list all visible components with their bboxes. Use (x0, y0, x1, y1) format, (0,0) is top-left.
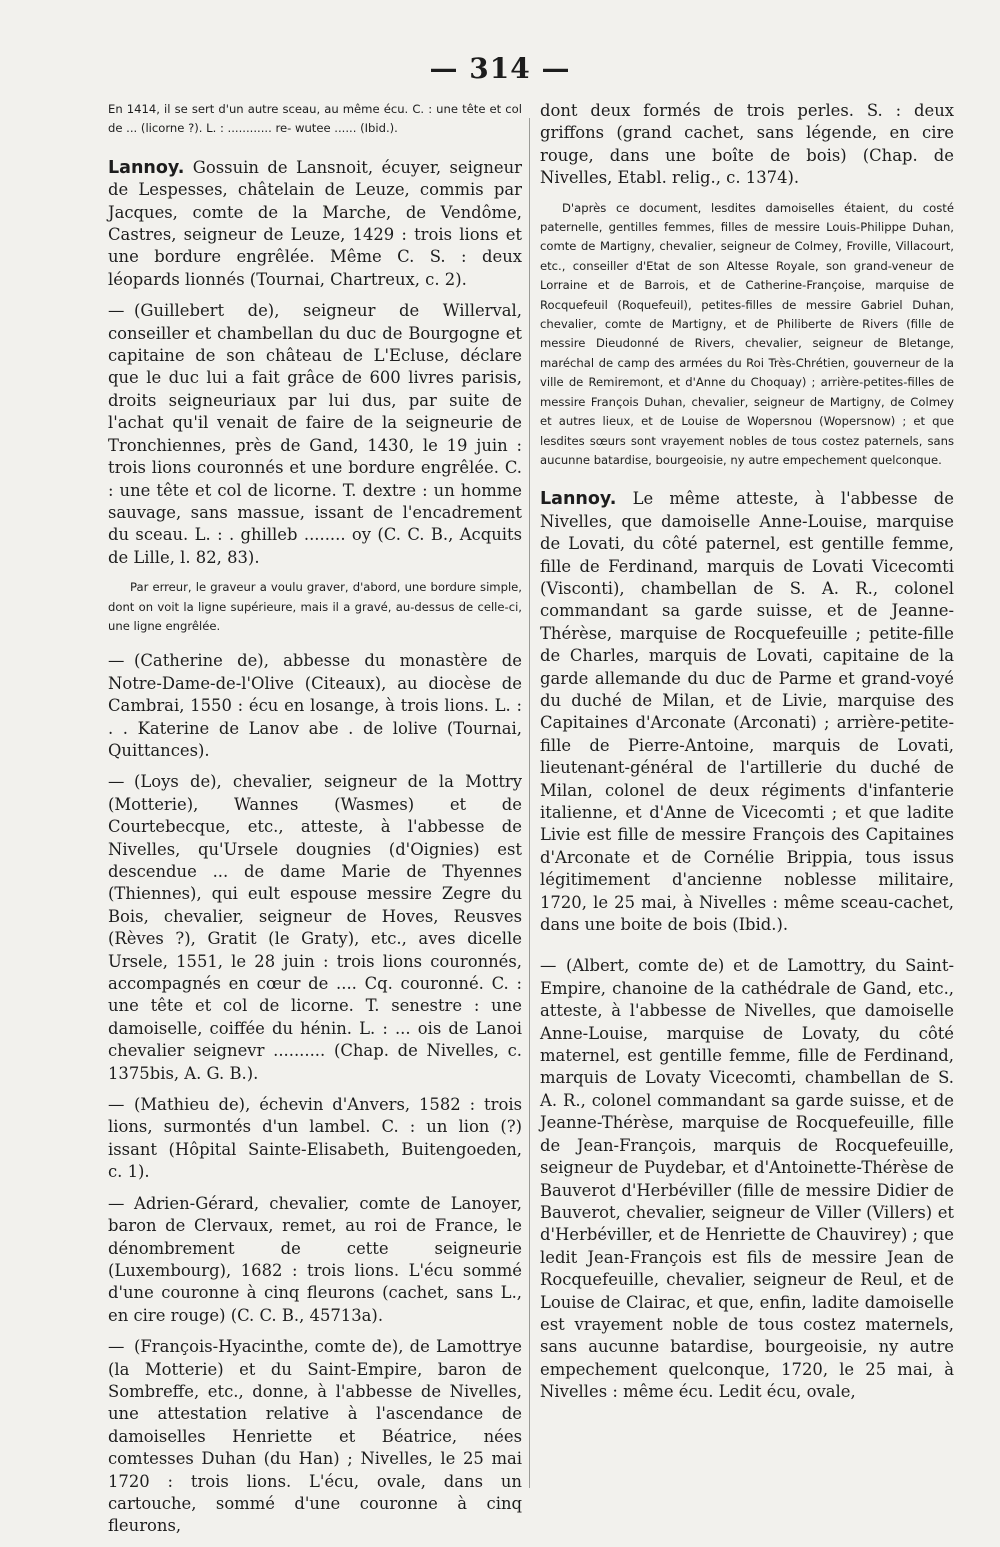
entry-body: (Catherine de), abbesse du monastère de Notre-Dame-de-l'Olive (Citeaux), au diocèse de Cambrai, 1550 : écu en losange, à trois lions. L. : . . Katerine de Lanov abe . de lolive (Tournai, Quittances). (108, 651, 522, 760)
note-continued: En 1414, il se sert d'un autre sceau, au même écu. C. : une tête et col de ... (licorne ?). L. : ............ re- wutee ...... (Ibid.). (108, 102, 522, 136)
entry-body: (Loys de), chevalier, seigneur de la Mottry (Motterie), Wannes (Wasmes) et de Courtebecque, etc., atteste, à l'abbesse de Nivelles, qu'Ursele dougnies (d'Oignies) est descendue ... de dame Marie de Thyennes (Thiennes), qui eult espouse messire Zegre du Bois, chevalier, seigneur de Hoves, Reusves (Rèves ?), Gratit (le Graty), etc., aves dicelle Ursele, 1551, le 28 juin : trois lions couronnés, accompagnés en cœur de .... Cq. couronné. C. : une tête et col de licorne. T. senestre : une damoiselle, coiffée du hénin. L. : ... ois de Lanoi chevalier seignevr .......... (Chap. de Nivelles, c. 1375bis, A. G. B.). (108, 772, 522, 1083)
entry-continued: dont deux formés de trois perles. S. : deux griffons (grand cachet, sans légende, en cire rouge, dans une boîte de bois) (Chap. de Nivelles, Etabl. relig., c. 1374). (540, 101, 954, 188)
entry-guillebert (108, 300, 522, 569)
dash-mark: — (108, 1337, 125, 1357)
column-divider (529, 118, 530, 1488)
entry-body: Gossuin de Lansnoit, écuyer, seigneur de Lespesses, châtelain de Leuze, commis par Jacques, comte de la Marche, de Vendôme, Castres, seigneur de Leuze, 1429 : trois lions et une bordure engrêlée. Même C. S. : deux léopards lionnés (Tournai, Chartreux, c. 2). (108, 157, 522, 289)
dash-mark: — (108, 772, 125, 792)
left-column (108, 100, 522, 1547)
dash-mark: — (108, 651, 125, 671)
entry-body: Le même atteste, à l'abbesse de Nivelles, que damoiselle Anne-Louise, marquise de Lovati, du côté paternel, est gentille femme, fille de Ferdinand, marquis de Lovati Vicecomti (Visconti), chambellan de S. A. R., colonel commandant sa garde suisse, et de Jeanne-Thérèse, marquise de Rocquefeuille ; petite-fille de Charles, marquis de Lovati, capitaine de la garde allemande du duc de Parme et grand-voyé du duché de Milan, et de Livie, marquise des Capitaines d'Arconate (Arconati) ; arrière-petite-fille de Pierre-Antoine, marquis de Lovati, lieutenant-général de l'artillerie du duché de Milan, colonel de deux régiments d'infanterie italienne, et d'Anne de Vicecomti ; et que ladite Livie est fille de messire François des Capitaines d'Arconate et de Cornélie Brippia, tous issus légitimement d'ancienne noblesse militaire, 1720, le 25 mai, à Nivelles : même sceau-cachet, dans une boite de bois (Ibid.). (540, 489, 954, 935)
entry-loys (108, 771, 522, 1085)
entry-lannoy-lovati (540, 488, 954, 936)
entry-body: (Mathieu de), échevin d'Anvers, 1582 : trois lions, surmontés d'un lambel. C. : un lion (?) issant (Hôpital Sainte-Elisabeth, Buitengoeden, c. 1). (108, 1095, 522, 1182)
entry-catherine (108, 650, 522, 762)
footnote-guillebert: Par erreur, le graveur a voulu graver, d'abord, une bordure simple, dont on voit la ligne supérieure, mais il a gravé, au-dessus de celle-ci, une ligne engrêlée. (108, 580, 522, 633)
dash-mark: — (540, 956, 557, 976)
entry-body: (Albert, comte de) et de Lamottry, du Saint-Empire, chanoine de la cathédrale de Gand, etc., atteste, à l'abbesse de Nivelles, que damoiselle Anne-Louise, marquise de Lovaty, du côté maternel, est gentille femme, fille de Ferdinand, marquis de Lovaty Vicecomti, chambellan de S. A. R., colonel commandant sa garde suisse, et de Jeanne-Thérèse, marquise de Rocquefeuille, fille de Jean-François, marquis de Rocquefeuille, seigneur de Puydebar, et d'Antoinette-Thérèse de Bauverot d'Herbéviller (fille de messire Didier de Bauverot, chevalier, seigneur de Viller (Villers) et d'Herbéviller, et de Henriette de Chauvirey) ; que ledit Jean-François est fils de messire Jean de Rocquefeuille, chevalier, seigneur de Reul, et de Louise de Clairac, et que, enfin, ladite damoiselle est vrayement noble de tous costez maternels, sans aucunne batardise, bourgeoisie, ny autre empechement quelconque, 1720, le 25 mai, à Nivelles : même écu. Ledit écu, ovale, (540, 956, 954, 1402)
entry-francois-hyacinthe (108, 1336, 522, 1538)
page-number: — 314 — (429, 52, 571, 85)
dash-mark: — (108, 301, 125, 321)
entry-adrien-gerard (108, 1193, 522, 1327)
entry-albert (540, 955, 954, 1403)
footnote-duhan: D'après ce document, lesdites damoiselles étaient, du costé paternelle, gentilles femmes, filles de messire Louis-Philippe Duhan, comte de Martigny, chevalier, seigneur de Colmey, Froville, Villacourt, etc., conseiller d'Etat de son Altesse Royale, son grand-veneur de Lorraine et de Barrois, et de Catherine-Françoise, marquise de Rocquefeuil (Roquefeuil), petites-filles de messire Gabriel Duhan, chevalier, comte de Martigny, et de Philiberte de Rivers (fille de messire Dieudonné de Rivers, chevalier, seigneur de Bletange, maréchal de camp des armées du Roi Très-Chrétien, gouverneur de la ville de Remiremont, et d'Anne du Choquay) ; arrière-petites-filles de messire François Duhan, chevalier, seigneur de Martigny, de Colmey et autres lieux, et de Louise de Wopersnou (Wopersnow) ; et que lesdites sœurs sont vrayement nobles de tous costez paternels, sans aucunne batardise, bourgeoisie, ny autre empechement quelconque. (540, 200, 954, 467)
right-column (540, 100, 954, 1413)
dash-mark: — (108, 1095, 125, 1115)
entry-body: (François-Hyacinthe, comte de), de Lamottrye (la Motterie) et du Saint-Empire, baron de Sombreffe, etc., donne, à l'abbesse de Nivelles, une attestation relative à l'ascendance de damoiselles Henriette et Béatrice, nées comtesses Duhan (du Han) ; Nivelles, le 25 mai 1720 : trois lions. L'écu, ovale, dans un cartouche, sommé d'une couronne à cinq fleurons, (108, 1337, 522, 1536)
entry-lannoy-gossuin (108, 157, 522, 291)
entry-body: Adrien-Gérard, chevalier, comte de Lanoyer, baron de Clervaux, remet, au roi de France, le dénombrement de cette seigneurie (Luxembourg), 1682 : trois lions. L'écu sommé d'une couronne à cinq fleurons (cachet, sans L., en cire rouge) (C. C. B., 45713a). (108, 1193, 522, 1325)
dash-mark: — (108, 1193, 125, 1213)
entry-heading: Lannoy. (540, 489, 617, 510)
entry-body: (Guillebert de), seigneur de Willerval, conseiller et chambellan du duc de Bourgogne et capitaine de son château de L'Ecluse, déclare que le duc lui a fait grâce de 600 livres parisis, droits seigneuriaux par lui dus, par suite de l'achat qu'il venait de faire de la seigneurie de Tronchiennes, près de Gand, 1430, le 19 juin : trois lions couronnés et une bordure engrêlée. C. : une tête et col de licorne. T. dextre : un homme sauvage, sans massue, issant de l'encadrement du sceau. L. : . ghilleb ........ oy (C. C. B., Acquits de Lille, l. 82, 83). (108, 301, 522, 567)
entry-mathieu (108, 1094, 522, 1184)
entry-heading: Lannoy. (108, 157, 185, 178)
